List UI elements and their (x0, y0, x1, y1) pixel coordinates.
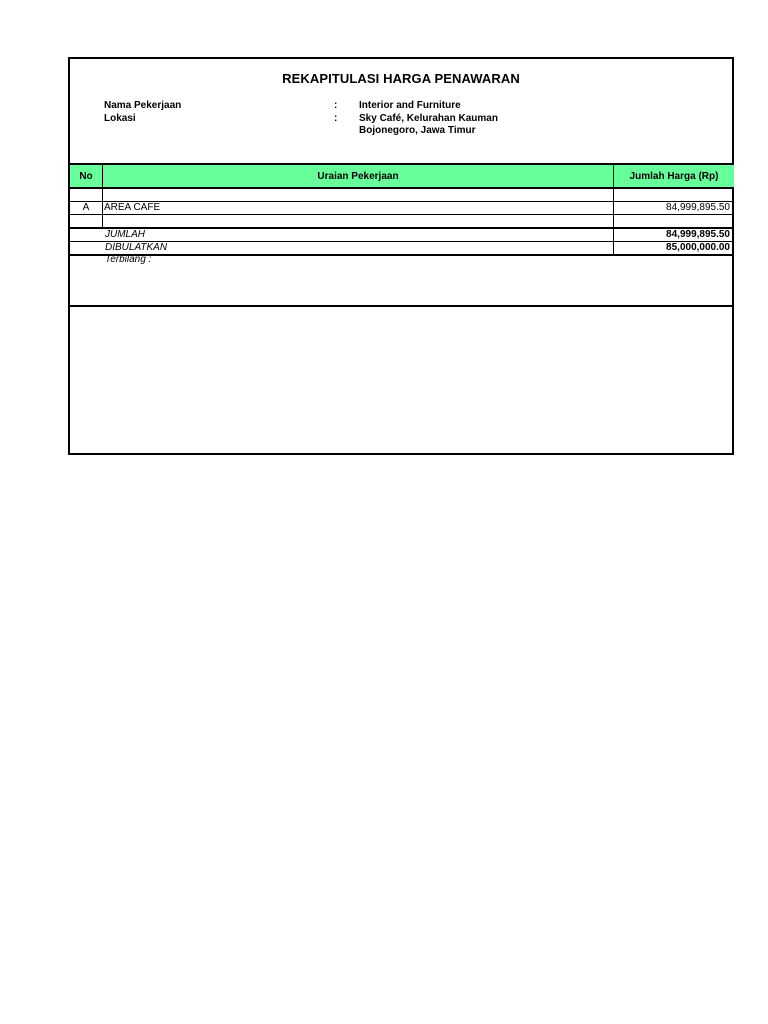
row-jumlah: 84,999,895.50 (666, 202, 730, 213)
rounded-value: 85,000,000.00 (666, 242, 730, 253)
total-label: JUMLAH (103, 229, 614, 241)
job-name-separator: : (334, 100, 338, 111)
table-row (70, 202, 734, 214)
table-header (70, 163, 734, 189)
row-divider-thick (70, 254, 734, 256)
rounded-row (70, 242, 734, 254)
location-value: Sky Café, Kelurahan Kauman (359, 113, 498, 124)
table-row-empty (70, 215, 734, 227)
column-header-uraian: Uraian Pekerjaan (103, 165, 614, 187)
job-name-label: Nama Pekerjaan (104, 100, 182, 111)
column-header-jumlah: Jumlah Harga (Rp) (629, 170, 719, 182)
total-row (70, 229, 734, 241)
row-uraian: AREA CAFE (103, 202, 614, 214)
location-label: Lokasi (104, 113, 136, 124)
terbilang-label: Terbilang : (105, 254, 152, 265)
column-header-no: No (70, 165, 103, 187)
page-title: REKAPITULASI HARGA PENAWARAN (282, 71, 520, 86)
rounded-label: DIBULATKAN (103, 242, 614, 254)
section-divider (70, 305, 734, 307)
row-no: A (70, 202, 103, 214)
spreadsheet-sheet (68, 57, 734, 455)
location-separator: : (334, 113, 338, 124)
table-row-empty (70, 189, 734, 201)
total-value: 84,999,895.50 (666, 229, 730, 240)
job-name-value: Interior and Furniture (359, 100, 461, 111)
location-value-line2: Bojonegoro, Jawa Timur (359, 125, 476, 136)
